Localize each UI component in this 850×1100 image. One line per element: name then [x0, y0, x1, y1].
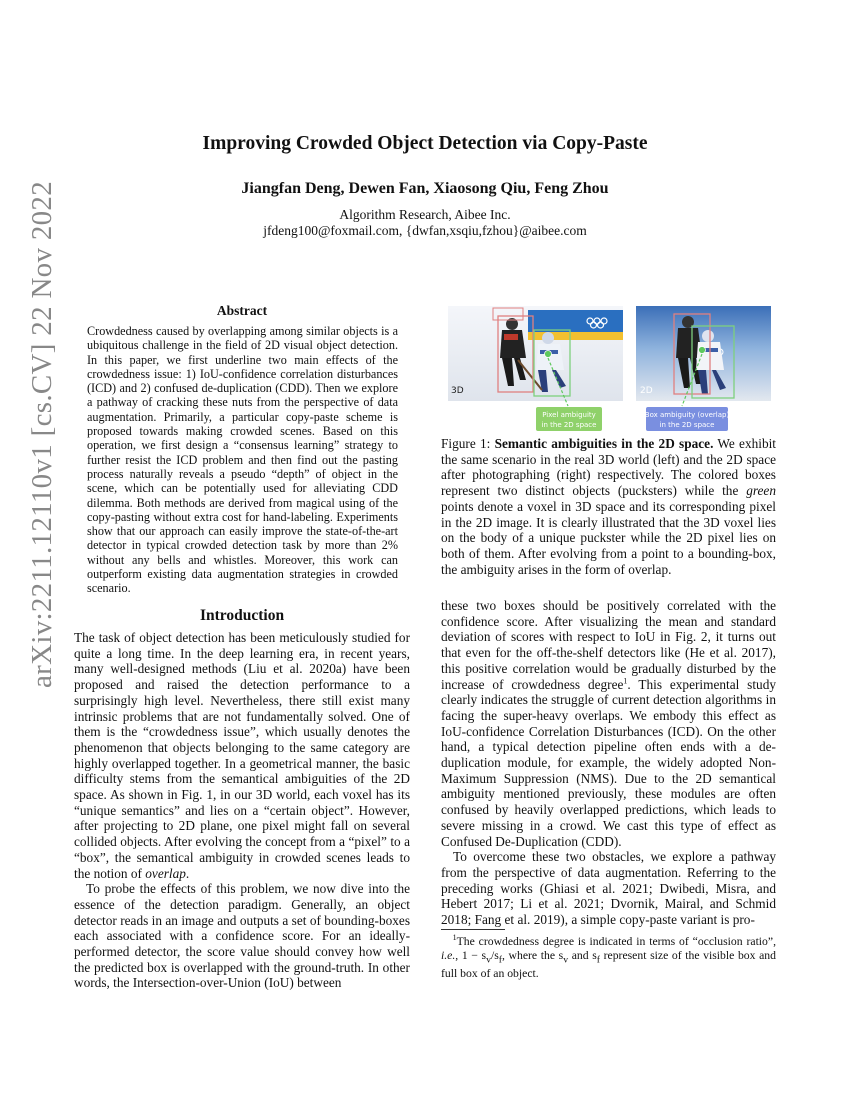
abstract-text: Crowdedness caused by overlapping among similar objects is a ubiquitous challenge in the field of 2D visual object detection. In this paper, we first underline two main effects of the crowdedness issue: 1) IoU-confidence correlation disturbances (ICD) and 2) confused de-duplication (CDD). Then we explore a pathway of cracking these nuts from the perspective of data augmentation. Primarily, a particular copy-paste scheme is proposed towards making crowded scenes. Based on this operation, we first design a “consensus learning” strategy to further resist the ICD problem and then find out the pasting process naturally reveals a pseudo “depth” of object in the scene, which can be potentially used for alleviating CDD dilemma. Both methods are derived from magical using of the copy-pasting without extra cost for hand-labeling. Experiments show that our approach can easily improve the state-of-the-art detector in typical crowded detection task by more than 2% without any bells and whistles. Moreover, this work can outperform existing data augmentation strategies in crowded scenario.: [87, 324, 398, 596]
right-column-body: [441, 598, 776, 928]
figure-1-illustration: [448, 300, 771, 435]
footnote: $^1$The crowdedness degree is indicated in terms of “occlusion ratio”, i.e., $1 - s_v/s_f$, where the $s_v$ and $s_f$ represent size of the visible box and full box of an object.: [441, 933, 777, 980]
affiliation: Algorithm Research, Aibee Inc.: [339, 207, 511, 222]
svg-text:in the 2D space: in the 2D space: [541, 421, 597, 429]
footnote-rule: [441, 929, 505, 930]
paper-title: Improving Crowded Object Detection via Copy-Paste: [202, 133, 648, 154]
box-ambiguity-label: Box ambiguity (overlap): [644, 411, 730, 419]
introduction-body: [74, 630, 410, 991]
author-emails: jfdeng100@foxmail.com, {dwfan,xsqiu,fzhou}@aibee.com: [263, 223, 587, 238]
label-3d: 3D: [451, 386, 464, 396]
paper-authors: Jiangfan Deng, Dewen Fan, Xiaosong Qiu, Feng Zhou: [241, 180, 609, 197]
abstract-heading: Abstract: [216, 303, 268, 318]
right-paragraph-1: these two boxes should be positively correlated with the confidence score. After visualizing the mean and standard deviation of scores with respect to IoU in Fig. 2, it turns out that even for the off-the-shelf detectors like (He et al. 2017), this positive correlation would be gradually disturbed by the increase of crowdedness degree$^1$. This experimental study clearly indicates the struggle of current detection algorithms in facing the super-heavy overlaps. We embody this effect as IoU-confidence Correlation Disturbances (ICD). On the other hand, a typical detection pipeline often ends with a de-duplication module, for example, the widely adopted Non-Maximum Suppression (NMS). Due to the 2D semantical ambiguity mentioned previously, these modules are often confused by heavily overlapped predictions, which leads to severe missing in a crowd. We cast this type of effect as Confused De-Duplication (CDD).: [441, 598, 776, 849]
figure-1: [448, 300, 771, 435]
introduction-heading: Introduction: [199, 607, 285, 624]
panel-3d: [448, 306, 623, 401]
affiliation-block: [0, 207, 850, 239]
panel-2d: [636, 306, 771, 401]
arxiv-sidebar: [22, 180, 62, 688]
intro-paragraph-2: To probe the effects of this problem, we now dive into the essence of the detection paradigm. Generally, an object detector reads in an image and outputs a set of bounding-boxes each associated with a confidence score. For an ideally-performed detector, the score value should convey how well the predicted box is overlapped with the ground-truth. In other words, the Intersection-over-Union (IoU) between: [74, 881, 410, 991]
right-paragraph-2: To overcome these two obstacles, we explore a pathway from the perspective of data augmentation. Referring to the preceding works (Ghiasi et al. 2021; Dwibedi, Misra, and Hebert 2017; Li et al. 2021; Dvornik, Mairal, and Schmid 2018; Fang et al. 2019), a simple copy-paste variant is pro-: [441, 849, 776, 928]
intro-paragraph-1: The task of object detection has been meticulously studied for quite a long time. In the deep learning era, in recent years, many well-designed methods (Liu et al. 2020a) have been proposed and raised the detection performance to a surprisingly high level. Nevertheless, there still exist many intrinsic problems that are not fundamentally solved. One of them is the “crowdedness issue”, which usually denotes the phenomenon that objects belonging to the same category are highly overlapped together. In a geometrical manner, the basic difficulty stems from the semantical ambiguities of the 2D space. As shown in Fig. 1, in our 3D world, each voxel has its “unique semantics” and lies on a “certain object”. However, after projecting to 2D plane, one pixel might fall on several collided objects. After evolving the concept from a “pixel” to a “box”, the semantical ambiguity in crowded scenes leads to the notion of overlap.: [74, 630, 410, 881]
arxiv-identifier: arXiv:2211.12110v1 [cs.CV] 22 Nov 2022: [26, 180, 58, 688]
figure-1-caption: Figure 1: Semantic ambiguities in the 2D space. We exhibit the same scenario in the real 3D world (left) and the 2D space after photographing (right) respectively. The colored boxes represent two distinct objects (pucksters) while the green points denote a voxel in 3D space and its corresponding pixel in the 2D image. It is clearly illustrated that the 3D voxel lies on the body of a unique puckster while the 2D pixel lies on both of them. After evolving from a point to a bounding-box, the ambiguity arises in the form of overlap.: [441, 436, 776, 577]
pixel-ambiguity-label: Pixel ambiguity: [542, 411, 596, 419]
label-2d: 2D: [640, 386, 653, 396]
svg-text:in the 2D space: in the 2D space: [659, 421, 715, 429]
